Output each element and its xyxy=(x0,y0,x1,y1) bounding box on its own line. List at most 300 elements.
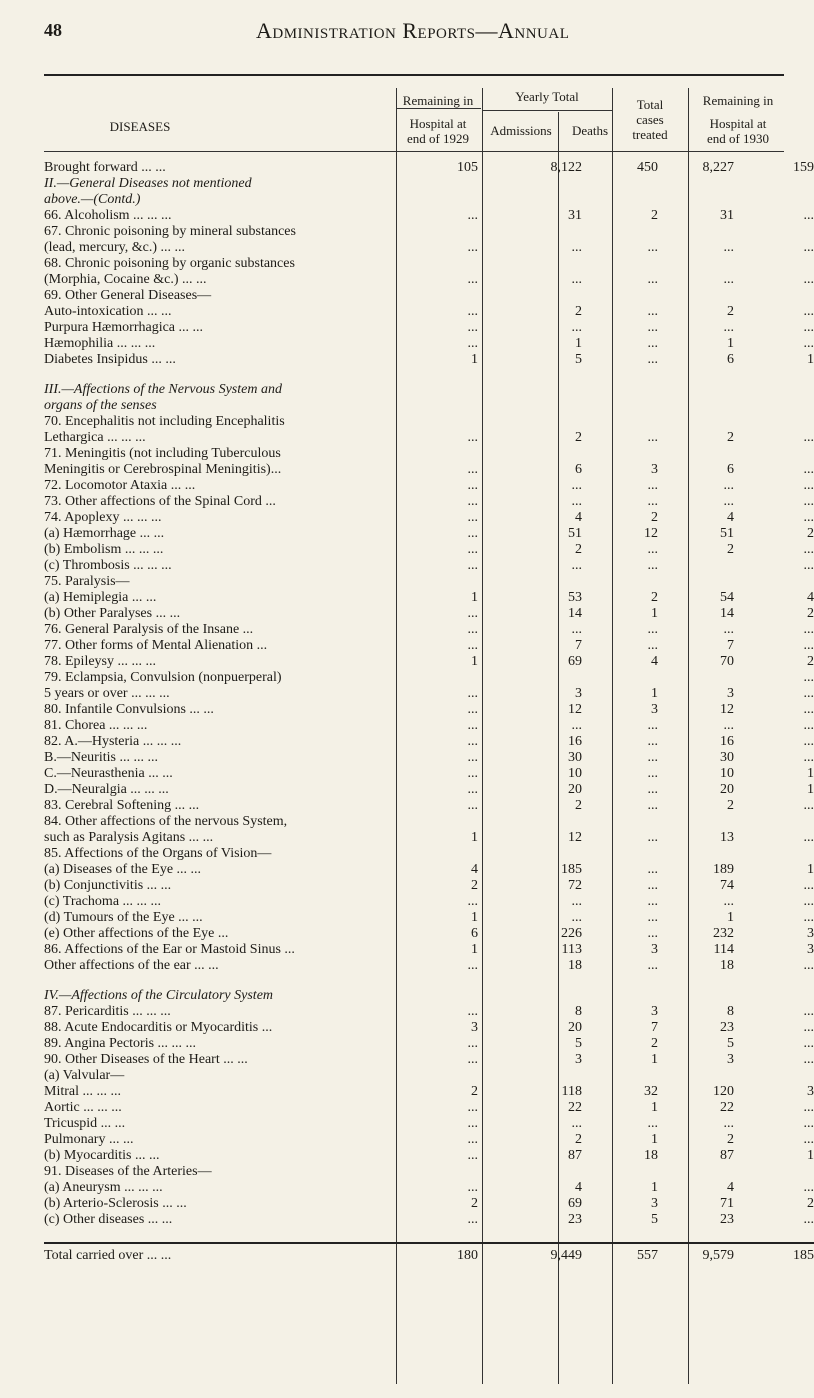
remaining-1929-cell xyxy=(400,574,478,590)
table-row xyxy=(44,542,814,558)
remaining-start-line-1: Remaining in xyxy=(402,93,474,108)
remaining-1929-cell: ... xyxy=(467,686,478,701)
deaths-cell: 1 xyxy=(651,1100,658,1115)
table-row xyxy=(44,382,814,398)
deaths-cell: ... xyxy=(647,926,658,941)
remaining-1930-cell: ... xyxy=(803,304,814,319)
remaining-1930-cell xyxy=(734,398,814,414)
table-row xyxy=(44,782,814,798)
admissions-cell: ... xyxy=(571,478,582,493)
remaining-1929-cell xyxy=(400,1228,478,1243)
total-treated-cell: 232 xyxy=(713,926,734,941)
remaining-1930-cell xyxy=(734,368,814,382)
total-treated-cell: 54 xyxy=(720,590,734,605)
deaths-cell: ... xyxy=(647,638,658,653)
admissions-cell: 2 xyxy=(575,542,582,557)
total-treated-cell xyxy=(658,368,734,382)
table-row xyxy=(44,320,814,336)
admissions-cell: 7 xyxy=(575,638,582,653)
remaining-1930-cell: 185 xyxy=(734,1243,814,1264)
admissions-cell xyxy=(478,446,582,462)
table-row xyxy=(44,176,814,192)
deaths-cell: 557 xyxy=(582,1243,658,1264)
deaths-cell: ... xyxy=(647,336,658,351)
remaining-1929-cell: ... xyxy=(467,542,478,557)
admissions-cell: ... xyxy=(571,320,582,335)
admissions-cell: ... xyxy=(571,894,582,909)
remaining-1929-cell: ... xyxy=(467,494,478,509)
deaths-cell xyxy=(582,224,658,240)
admissions-cell: 10 xyxy=(568,766,582,781)
remaining-1930-cell: ... xyxy=(803,1036,814,1051)
total-treated-cell: 30 xyxy=(720,750,734,765)
remaining-1930-cell: ... xyxy=(803,1052,814,1067)
remaining-1930-cell: ... xyxy=(803,494,814,509)
table-row xyxy=(44,590,814,606)
remaining-1929-cell xyxy=(400,846,478,862)
admissions-cell: ... xyxy=(571,718,582,733)
disease-label: (a) Aneurysm ... ... ... xyxy=(44,1180,163,1195)
table-row xyxy=(44,1004,814,1020)
remaining-1930-cell: ... xyxy=(803,958,814,973)
total-treated-cell: ... xyxy=(723,494,734,509)
disease-label: (b) Myocarditis ... ... xyxy=(44,1148,160,1163)
total-treated-cell: 120 xyxy=(713,1084,734,1099)
table-row xyxy=(44,510,814,526)
remaining-1929-cell: ... xyxy=(467,622,478,637)
deaths-cell: ... xyxy=(647,494,658,509)
disease-label: 76. General Paralysis of the Insane ... xyxy=(44,622,254,637)
deaths-cell: 5 xyxy=(651,1212,658,1227)
disease-label: 85. Affections of the Organs of Vision— xyxy=(44,846,272,861)
table-row xyxy=(44,910,814,926)
disease-label: 78. Epileysy ... ... ... xyxy=(44,654,156,669)
remaining-1930-cell xyxy=(734,1228,814,1243)
disease-label: Meningitis or Cerebrospinal Meningitis)... xyxy=(44,462,282,477)
admissions-cell: 18 xyxy=(568,958,582,973)
remaining-1929-cell: ... xyxy=(467,1212,478,1227)
remaining-1929-cell: ... xyxy=(467,526,478,541)
disease-label: above.—(Contd.) xyxy=(44,192,141,207)
table-row xyxy=(44,798,814,814)
total-treated-cell xyxy=(658,256,734,272)
remaining-1930-cell: ... xyxy=(803,622,814,637)
table-row xyxy=(44,702,814,718)
deaths-cell xyxy=(582,1164,658,1180)
deaths-cell: 2 xyxy=(651,510,658,525)
admissions-cell: 20 xyxy=(568,1020,582,1035)
admissions-cell: 3 xyxy=(575,1052,582,1067)
table-row xyxy=(44,814,814,830)
remaining-1929-cell xyxy=(400,176,478,192)
remaining-1930-cell: 3 xyxy=(807,1084,814,1099)
total-treated-cell xyxy=(658,574,734,590)
admissions-cell: 20 xyxy=(568,782,582,797)
table-row xyxy=(44,988,814,1004)
table-row xyxy=(44,654,814,670)
remaining-1930-cell: 3 xyxy=(807,926,814,941)
deaths-cell: 1 xyxy=(651,606,658,621)
admissions-cell xyxy=(478,988,582,1004)
admissions-cell: ... xyxy=(571,272,582,287)
disease-label: 91. Diseases of the Arteries— xyxy=(44,1164,212,1179)
disease-label: 71. Meningitis (not including Tuberculous xyxy=(44,446,281,461)
table-row xyxy=(44,336,814,352)
table-row xyxy=(44,574,814,590)
disease-label: Total carried over ... ... xyxy=(44,1243,400,1264)
disease-label: Aortic ... ... ... xyxy=(44,1100,122,1115)
disease-label: such as Paralysis Agitans ... ... xyxy=(44,830,214,845)
admissions-cell: 31 xyxy=(568,208,582,223)
admissions-cell: ... xyxy=(571,494,582,509)
total-treated-cell xyxy=(658,1164,734,1180)
remaining-1930-cell: ... xyxy=(803,208,814,223)
remaining-1930-cell: ... xyxy=(803,510,814,525)
deaths-cell xyxy=(582,288,658,304)
remaining-1929-cell: 1 xyxy=(471,910,478,925)
table-row xyxy=(44,926,814,942)
admissions-cell xyxy=(478,192,582,208)
remaining-1930-cell xyxy=(734,382,814,398)
remaining-1929-cell: 4 xyxy=(471,862,478,877)
disease-label: 83. Cerebral Softening ... ... xyxy=(44,798,200,813)
remaining-1929-cell: ... xyxy=(467,1004,478,1019)
deaths-cell: 450 xyxy=(637,160,658,175)
disease-label: (c) Other diseases ... ... xyxy=(44,1212,173,1227)
deaths-cell: 3 xyxy=(651,702,658,717)
deaths-cell: 3 xyxy=(651,1004,658,1019)
deaths-cell: 1 xyxy=(651,686,658,701)
remaining-1930-cell: ... xyxy=(803,542,814,557)
total-treated-cell xyxy=(658,814,734,830)
table-row xyxy=(44,352,814,368)
deaths-cell: ... xyxy=(647,958,658,973)
deaths-cell: ... xyxy=(647,830,658,845)
deaths-cell: 1 xyxy=(651,1132,658,1147)
remaining-1930-cell: ... xyxy=(803,718,814,733)
deaths-cell: ... xyxy=(647,352,658,367)
admissions-cell: 12 xyxy=(568,830,582,845)
admissions-cell: 5 xyxy=(575,352,582,367)
table-row xyxy=(44,974,814,988)
remaining-1930-cell: ... xyxy=(803,830,814,845)
total-treated-cell: 189 xyxy=(713,862,734,877)
disease-label: D.—Neuralgia ... ... ... xyxy=(44,782,169,797)
admissions-cell xyxy=(478,670,582,686)
total-treated-cell xyxy=(658,224,734,240)
deaths-cell: ... xyxy=(647,622,658,637)
table-row xyxy=(44,670,814,686)
remaining-1929-cell: ... xyxy=(467,1116,478,1131)
table-row xyxy=(44,1068,814,1084)
disease-label: (e) Other affections of the Eye ... xyxy=(44,926,229,941)
total-treated-cell: ... xyxy=(723,622,734,637)
disease-label xyxy=(44,368,400,382)
disease-label: 84. Other affections of the nervous System, xyxy=(44,814,288,829)
remaining-start-line-3: end of 1929 xyxy=(406,130,470,146)
remaining-1929-cell: ... xyxy=(467,718,478,733)
total-treated-cell: 9,579 xyxy=(658,1243,734,1264)
admissions-cell: 2 xyxy=(575,798,582,813)
disease-label: Other affections of the ear ... ... xyxy=(44,958,219,973)
total-treated-cell: 74 xyxy=(720,878,734,893)
total-treated-cell: 51 xyxy=(720,526,734,541)
remaining-1930-cell xyxy=(734,414,814,430)
deaths-cell xyxy=(582,846,658,862)
table-row xyxy=(44,430,814,446)
table-row xyxy=(44,1196,814,1212)
remaining-1930-cell: 1 xyxy=(807,862,814,877)
remaining-1930-cell: ... xyxy=(803,1004,814,1019)
table-row xyxy=(44,958,814,974)
table-row xyxy=(44,1132,814,1148)
remaining-1930-cell: ... xyxy=(803,336,814,351)
total-treated-cell: 31 xyxy=(720,208,734,223)
admissions-cell: ... xyxy=(571,558,582,573)
remaining-1930-cell: ... xyxy=(803,1020,814,1035)
admissions-cell: ... xyxy=(571,622,582,637)
admissions-cell: 8 xyxy=(575,1004,582,1019)
total-treated-cell: 3 xyxy=(727,686,734,701)
disease-label: (a) Valvular— xyxy=(44,1068,125,1083)
deaths-cell: 1 xyxy=(651,1052,658,1067)
remaining-1929-cell xyxy=(400,192,478,208)
remaining-1929-cell: ... xyxy=(467,336,478,351)
remaining-1930-cell: ... xyxy=(803,798,814,813)
remaining-1930-cell: 3 xyxy=(807,942,814,957)
admissions-cell: 2 xyxy=(575,1132,582,1147)
disease-label: 88. Acute Endocarditis or Myocarditis ... xyxy=(44,1020,273,1035)
admissions-cell xyxy=(478,414,582,430)
diseases-table xyxy=(44,160,814,1264)
disease-label: Auto-intoxication ... ... xyxy=(44,304,172,319)
remaining-1930-cell: ... xyxy=(803,462,814,477)
header-rule xyxy=(44,74,784,76)
remaining-1929-cell: 2 xyxy=(471,1196,478,1211)
disease-label: organs of the senses xyxy=(44,398,157,413)
remaining-1930-cell: ... xyxy=(803,670,814,685)
deaths-cell: 18 xyxy=(644,1148,658,1163)
deaths-cell xyxy=(582,1228,658,1243)
admissions-cell xyxy=(478,1164,582,1180)
disease-label: (a) Hæmorrhage ... ... xyxy=(44,526,165,541)
remaining-1930-cell: ... xyxy=(803,894,814,909)
deaths-cell: ... xyxy=(647,320,658,335)
remaining-1930-cell: ... xyxy=(803,1100,814,1115)
remaining-1929-cell: ... xyxy=(467,894,478,909)
admissions-cell: 2 xyxy=(575,430,582,445)
disease-label: Brought forward ... ... xyxy=(44,160,166,175)
page-number: 48 xyxy=(44,20,62,40)
admissions-cell: 51 xyxy=(568,526,582,541)
total-treated-cell: 4 xyxy=(727,510,734,525)
total-treated-cell: 23 xyxy=(720,1212,734,1227)
remaining-1930-cell: ... xyxy=(803,240,814,255)
running-head: Administration Reports—Annual xyxy=(256,18,570,43)
remaining-1930-cell: ... xyxy=(803,638,814,653)
deaths-cell: ... xyxy=(647,542,658,557)
remaining-1930-cell: ... xyxy=(803,430,814,445)
deaths-cell: ... xyxy=(647,430,658,445)
deaths-cell: 12 xyxy=(644,526,658,541)
remaining-1929-cell: ... xyxy=(467,1132,478,1147)
admissions-cell: ... xyxy=(571,240,582,255)
remaining-1930-cell xyxy=(734,1164,814,1180)
remaining-1930-cell: 1 xyxy=(807,782,814,797)
remaining-end-header xyxy=(690,94,786,147)
total-treated-cell xyxy=(658,1228,734,1243)
total-treated-cell: 87 xyxy=(720,1148,734,1163)
remaining-1930-cell: ... xyxy=(803,272,814,287)
total-treated-cell: 8,227 xyxy=(702,160,734,175)
table-row xyxy=(44,414,814,430)
deaths-cell: 3 xyxy=(651,942,658,957)
admissions-cell: 4 xyxy=(575,510,582,525)
total-treated-cell xyxy=(658,446,734,462)
remaining-1929-cell xyxy=(400,988,478,1004)
admissions-cell: 22 xyxy=(568,1100,582,1115)
deaths-cell: ... xyxy=(647,862,658,877)
remaining-1930-cell: ... xyxy=(803,910,814,925)
remaining-1929-cell: ... xyxy=(467,320,478,335)
deaths-cell xyxy=(582,414,658,430)
total-row xyxy=(44,1243,814,1264)
deaths-cell xyxy=(582,670,658,686)
total-treated-cell: ... xyxy=(723,320,734,335)
remaining-1930-cell: ... xyxy=(803,734,814,749)
admissions-cell: 226 xyxy=(561,926,582,941)
remaining-1929-cell: 105 xyxy=(457,160,478,175)
remaining-1930-cell xyxy=(734,256,814,272)
remaining-1929-cell: ... xyxy=(467,240,478,255)
admissions-cell: 30 xyxy=(568,750,582,765)
remaining-1929-cell: ... xyxy=(467,558,478,573)
remaining-1929-cell: ... xyxy=(467,798,478,813)
remaining-1929-cell xyxy=(400,414,478,430)
remaining-1929-cell: ... xyxy=(467,750,478,765)
table-row xyxy=(44,846,814,862)
disease-label: (lead, mercury, &c.) ... ... xyxy=(44,240,185,255)
total-treated-cell: 5 xyxy=(727,1036,734,1051)
admissions-cell: 1 xyxy=(575,336,582,351)
disease-label: 66. Alcoholism ... ... ... xyxy=(44,208,172,223)
remaining-1929-cell: ... xyxy=(467,1100,478,1115)
disease-label: II.—General Diseases not mentioned xyxy=(44,176,252,191)
total-treated-cell: 70 xyxy=(720,654,734,669)
deaths-cell: ... xyxy=(647,1116,658,1131)
admissions-cell: 185 xyxy=(561,862,582,877)
total-treated-cell: 71 xyxy=(720,1196,734,1211)
disease-label: 80. Infantile Convulsions ... ... xyxy=(44,702,214,717)
remaining-1929-cell xyxy=(400,1164,478,1180)
remaining-1929-cell: ... xyxy=(467,272,478,287)
total-treated-cell: 4 xyxy=(727,1180,734,1195)
table-row xyxy=(44,526,814,542)
disease-label: Lethargica ... ... ... xyxy=(44,430,146,445)
remaining-1930-cell xyxy=(734,574,814,590)
total-treated-cell: 18 xyxy=(720,958,734,973)
remaining-1930-cell: ... xyxy=(803,1132,814,1147)
table-row xyxy=(44,1228,814,1243)
admissions-cell: 12 xyxy=(568,702,582,717)
admissions-cell xyxy=(478,846,582,862)
remaining-1929-cell xyxy=(400,670,478,686)
disease-label: 70. Encephalitis not including Encephalitis xyxy=(44,414,285,429)
remaining-1929-cell xyxy=(400,288,478,304)
yearly-total-rule xyxy=(482,110,612,111)
remaining-start-line-2: Hospital at xyxy=(409,115,467,131)
admissions-cell: ... xyxy=(571,910,582,925)
total-treated-cell xyxy=(658,558,734,574)
deaths-cell xyxy=(582,382,658,398)
disease-label: 69. Other General Diseases— xyxy=(44,288,212,303)
remaining-1930-cell: ... xyxy=(803,478,814,493)
table-row xyxy=(44,1180,814,1196)
disease-label: Diabetes Insipidus ... ... xyxy=(44,352,176,367)
deaths-cell xyxy=(582,398,658,414)
total-treated-cell: 23 xyxy=(720,1020,734,1035)
disease-label: 5 years or over ... ... ... xyxy=(44,686,170,701)
deaths-cell xyxy=(582,176,658,192)
remaining-1929-cell: 2 xyxy=(471,878,478,893)
deaths-cell: ... xyxy=(647,272,658,287)
disease-label: IV.—Affections of the Circulatory System xyxy=(44,988,274,1003)
total-treated-cell xyxy=(658,846,734,862)
deaths-cell: 32 xyxy=(644,1084,658,1099)
table-row xyxy=(44,256,814,272)
table-row xyxy=(44,240,814,256)
disease-label: (c) Trachoma ... ... ... xyxy=(44,894,162,909)
remaining-1929-cell: ... xyxy=(467,304,478,319)
remaining-1929-cell: 180 xyxy=(400,1243,478,1264)
disease-label: 74. Apoplexy ... ... ... xyxy=(44,510,162,525)
total-treated-cell: 12 xyxy=(720,702,734,717)
remaining-1930-cell: ... xyxy=(803,750,814,765)
deaths-cell xyxy=(582,574,658,590)
remaining-1929-cell: ... xyxy=(467,478,478,493)
remaining-1929-cell: 1 xyxy=(471,590,478,605)
remaining-1930-cell: 2 xyxy=(807,654,814,669)
remaining-1930-cell: 159 xyxy=(793,160,814,175)
admissions-cell: 8,122 xyxy=(550,160,582,175)
deaths-cell: ... xyxy=(647,734,658,749)
table-row xyxy=(44,1052,814,1068)
remaining-1930-cell xyxy=(734,288,814,304)
admissions-cell xyxy=(478,224,582,240)
total-treated-cell: 2 xyxy=(727,542,734,557)
admissions-cell: 69 xyxy=(568,654,582,669)
table-row xyxy=(44,1036,814,1052)
table-row xyxy=(44,288,814,304)
total-treated-cell: 22 xyxy=(720,1100,734,1115)
remaining-1929-cell: ... xyxy=(467,430,478,445)
admissions-cell: 5 xyxy=(575,1036,582,1051)
table-row xyxy=(44,638,814,654)
disease-label: Hæmophilia ... ... ... xyxy=(44,336,156,351)
table-row xyxy=(44,160,814,176)
diseases-header: DISEASES xyxy=(109,119,171,134)
total-treated-cell xyxy=(658,1068,734,1084)
total-treated-cell: ... xyxy=(723,240,734,255)
deaths-cell xyxy=(582,256,658,272)
total-treated-cell xyxy=(658,382,734,398)
disease-label: (d) Tumours of the Eye ... ... xyxy=(44,910,203,925)
total-cases-line-2: cases xyxy=(636,111,664,127)
disease-label: 81. Chorea ... ... ... xyxy=(44,718,148,733)
header-subrule xyxy=(397,108,481,109)
total-treated-cell xyxy=(658,670,734,686)
remaining-1929-cell: 1 xyxy=(471,830,478,845)
